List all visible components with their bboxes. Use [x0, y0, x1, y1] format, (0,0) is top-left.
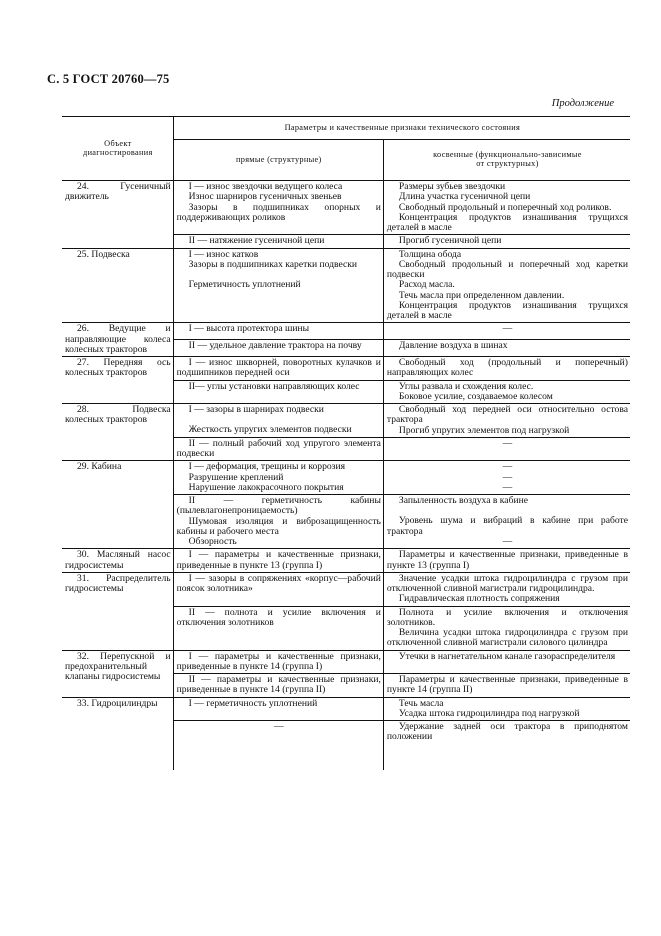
indirect-cell: Удержание задней оси трактора в приподнятом положении [383, 721, 630, 744]
object-cell: 30. Масляный насос гидросистемы [62, 549, 173, 573]
table-row [62, 697, 630, 721]
direct-cell: I — деформация, трещины и коррозия Разрушение креплений Нарушение лакокрасочного покрытия [173, 461, 383, 495]
direct-cell: II— углы установки направляющих колес [173, 380, 383, 404]
indirect-cell: Свободный ход передней оси относительно остова трактора Прогиб упругих элементов под нагрузкой [383, 404, 630, 438]
indirect-cell: Течь масла Усадка штока гидроцилиндра под нагрузкой [383, 697, 630, 721]
indirect-cell: — [383, 323, 630, 340]
header-object: Объект диагностирования [62, 117, 173, 181]
object-cell: 28. Подвеска колесных тракторов [62, 404, 173, 461]
table-row [62, 248, 630, 323]
table-row [62, 357, 630, 381]
table-row [62, 323, 630, 340]
direct-cell: — [173, 721, 383, 744]
table-row [62, 404, 630, 438]
indirect-cell: Значение усадки штока гидроцилиндра с грузом при отключенной сливной магистрали гидроцилиндра. Гидравлическая плотность сопряжения [383, 572, 630, 606]
indirect-cell: Углы развала и схождения колес. Боковое усилие, создаваемое колесом [383, 380, 630, 404]
page-header: С. 5 ГОСТ 20760—75 [47, 72, 170, 86]
direct-cell: I — параметры и качественные признаки, приведенные в пункте 13 (группа I) [173, 549, 383, 573]
object-cell: 25. Подвеска [62, 248, 173, 323]
direct-cell: I — параметры и качественные признаки, приведенные в пункте 14 (группа I) [173, 650, 383, 674]
indirect-cell: — — — [383, 461, 630, 495]
continuation-label: Продолжение [551, 98, 614, 109]
direct-cell: II — герметичность кабины (пылевлагонепроницаемость) Шумовая изоляция и виброзащищенность кабины и рабочего места Обзорность [173, 495, 383, 549]
table-row [62, 650, 630, 674]
object-cell: 29. Кабина [62, 461, 173, 549]
table-row [62, 549, 630, 573]
object-cell: 24. Гусеничный движитель [62, 181, 173, 249]
direct-cell: I — высота протектора шины [173, 323, 383, 340]
indirect-cell: Свободный ход (продольный и поперечный) направляющих колес [383, 357, 630, 381]
direct-cell: II — полнота и усилие включения и отключения золотников [173, 606, 383, 650]
direct-cell: I — износ шкворней, поворотных кулачков и подшипников передней оси [173, 357, 383, 381]
object-cell: 26. Ведущие и направляющие колеса колесных тракторов [62, 323, 173, 357]
table-row [62, 461, 630, 495]
diagnostics-table [62, 116, 630, 770]
object-cell: 27. Передняя ось колесных тракторов [62, 357, 173, 404]
header-direct: прямые (структурные) [173, 140, 383, 181]
direct-cell: I — износ звездочки ведущего колеса Износ шарниров гусеничных звеньев Зазоры в подшипниках опорных и поддерживающих роликов [173, 181, 383, 235]
indirect-cell: Запыленность воздуха в кабине Уровень шума и вибраций в кабине при работе трактора — [383, 495, 630, 549]
direct-cell: I — зазоры в сопряжениях «корпус—рабочий поясок золотника» [173, 572, 383, 606]
header-params: Параметры и качественные признаки технического состояния [173, 117, 630, 140]
indirect-cell: Давление воздуха в шинах [383, 340, 630, 357]
direct-cell: II — полный рабочий ход упругого элемента подвески [173, 437, 383, 461]
indirect-cell: Параметры и качественные признаки, приведенные в пункте 13 (группа I) [383, 549, 630, 573]
direct-cell: I — износ катков Зазоры в подшипниках каретки подвески Герметичность уплотнений [173, 248, 383, 323]
table-row [62, 572, 630, 606]
indirect-cell: — [383, 437, 630, 461]
indirect-cell: Полнота и усилие включения и отключения золотников. Величина усадки штока гидроцилиндра с грузом при отключенной сливной магистрали силового цилиндра [383, 606, 630, 650]
indirect-cell: Толщина обода Свободный продольный и поперечный ход каретки подвески Расход масла. Течь масла при определенном давлении. Концентрация продуктов изнашивания трущихся деталей в масле [383, 248, 630, 323]
table-row [62, 181, 630, 235]
direct-cell: I — герметичность уплотнений [173, 697, 383, 721]
table-end-row [62, 744, 630, 770]
header-indirect: косвенные (функционально-зависимые от структурных) [383, 140, 630, 181]
direct-cell: II — натяжение гусеничной цепи [173, 235, 383, 248]
direct-cell: II — параметры и качественные признаки, приведенные в пункте 14 (группа II) [173, 674, 383, 698]
indirect-cell: Параметры и качественные признаки, приведенные в пункте 14 (группа II) [383, 674, 630, 698]
direct-cell: II — удельное давление трактора на почву [173, 340, 383, 357]
indirect-cell: Размеры зубьев звездочки Длина участка гусеничной цепи Свободный продольный и поперечный ход роликов. Концентрация продуктов изнашивания трущихся деталей в масле [383, 181, 630, 235]
indirect-cell: Прогиб гусеничной цепи [383, 235, 630, 248]
object-cell: 33. Гидроцилиндры [62, 697, 173, 744]
direct-cell: I — зазоры в шарнирах подвески Жесткость упругих элементов подвески [173, 404, 383, 438]
object-cell: 32. Перепускной и предохранительный клапаны гидросистемы [62, 650, 173, 697]
object-cell: 31. Распределитель гидросистемы [62, 572, 173, 650]
indirect-cell: Утечки в нагнетательном канале газораспределителя [383, 650, 630, 674]
